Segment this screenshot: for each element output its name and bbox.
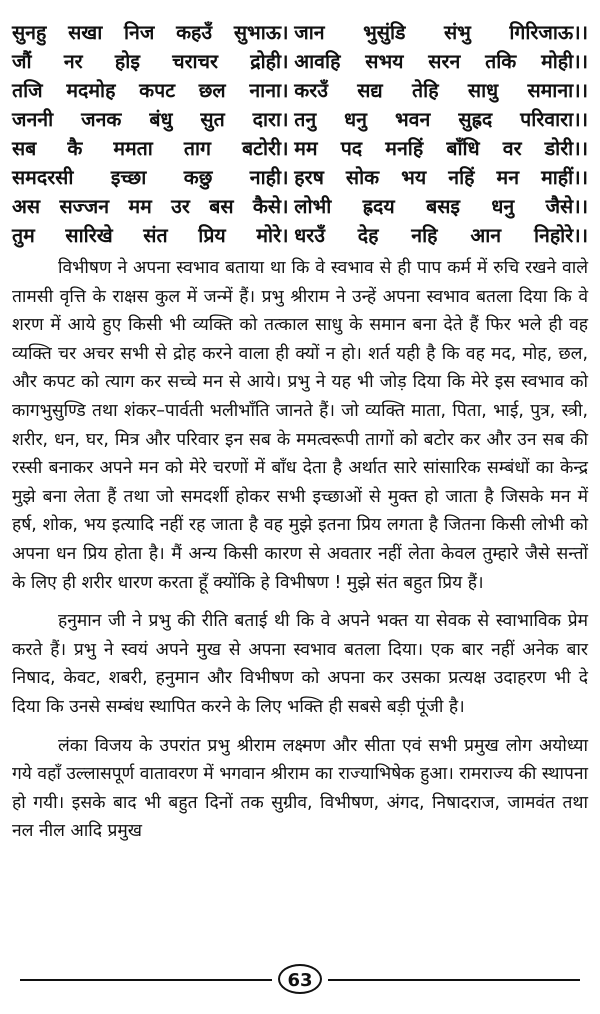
verse-half-line: सुनहु सखा निज कहउँ सुभाऊ। — [12, 21, 289, 44]
verse-half-line: अस सज्जन मम उर बस कैसे। — [12, 195, 289, 218]
verse-half-line: तजि मदमोह कपट छल नाना। — [12, 79, 289, 102]
verse-line — [12, 105, 588, 134]
verse-block — [12, 18, 588, 250]
verse-half-line: जान भुसुंडि संभु गिरिजाऊ।। — [294, 21, 588, 44]
verse-half-line: धरउँ देह नहि आन निहोरे।। — [294, 224, 588, 247]
verse-half-line: लोभी ह्रदय बसइ धनु जैसे।। — [294, 195, 588, 218]
verse-line — [12, 163, 588, 192]
verse-half-line: समदरसी इच्छा कछु नाही। — [12, 166, 289, 189]
page-footer — [12, 964, 588, 998]
commentary-text — [12, 254, 588, 846]
paragraph: विभीषण ने अपना स्वभाव बताया था कि वे स्वभाव से ही पाप कर्म में रुचि रखने वाले तामसी वृत्ति के राक्षस कुल में जन्में हैं। प्रभु श्रीराम ने उन्हें अपना स्वभाव बतला दिया कि वे शरण में आये हुए किसी भी व्यक्ति को तत्काल साधु के समान बना देते हैं फिर भले ही वह व्यक्ति चर अचर सभी से द्रोह करने वाला ही क्यों न हो। शर्त यही है कि वह मद, मोह, छल, और कपट को त्याग कर सच्चे मन से आये। प्रभु ने यह भी जोड़ दिया कि मेरे इस स्वभाव को कागभुसुण्डि तथा शंकर–पार्वती भलीभाँति जानते हैं। जो व्यक्ति माता, पिता, भाई, पुत्र, स्त्री, शरीर, धन, घर, मित्र और परिवार इन सब के ममत्वरूपी तागों को बटोर कर और उन सब की रस्सी बनाकर अपने मन को मेरे चरणों में बाँध देता है अर्थात सारे सांसारिक सम्बंधों का केन्द्र मुझे बना लेता हैं तथा जो समदर्शी होकर सभी इच्छाओं से मुक्त हो जाता है जिसके मन में हर्ष, शोक, भय इत्यादि नहीं रह जाता है वह मुझे इतना प्रिय लगता है जितना किसी लोभी को अपना धन प्रिय होता है। मैं अन्य किसी कारण से अवतार नहीं लेता केवल तुम्हारे जैसे सन्तों के लिए ही शरीर धारण करता हूँ क्योंकि हे विभीषण ! मुझे संत बहुत प्रिय हैं। — [12, 258, 588, 593]
verse-half-line: सब कै ममता ताग बटोरी। — [12, 137, 289, 160]
verse-half-line: तुम सारिखे संत प्रिय मोरे। — [12, 224, 289, 247]
verse-line — [12, 192, 588, 221]
paragraph: लंका विजय के उपरांत प्रभु श्रीराम लक्ष्मण और सीता एवं सभी प्रमुख लोग अयोध्या गये वहाँ उल्लासपूर्ण वातावरण में भगवान श्रीराम का राज्याभिषेक हुआ। रामराज्य की स्थापना हो गयी। इसके बाद भी बहुत दिनों तक सुग्रीव, विभीषण, अंगद, निषादराज, जामवंत तथा नल नील आदि प्रमुख — [12, 735, 588, 842]
verse-line — [12, 76, 588, 105]
verse-half-line: मम पद मनहिं बाँधि वर डोरी।। — [294, 137, 588, 160]
verse-half-line: आवहि सभय सरन तकि मोही।। — [294, 50, 588, 73]
verse-half-line: तनु धनु भवन सुह्रद परिवारा।। — [294, 108, 588, 131]
footer-rule — [328, 979, 580, 981]
verse-line — [12, 47, 588, 76]
paragraph: हनुमान जी ने प्रभु की रीति बताई थी कि वे अपने भक्त या सेवक से स्वाभाविक प्रेम करते हैं। प्रभु ने स्वयं अपने मुख से अपना स्वभाव बतला दिया। एक बार नहीं अनेक बार निषाद, केवट, शबरी, हनुमान और विभीषण को अपना कर उसका प्रत्यक्ष उदाहरण भी दे दिया कि उनसे सम्बंध स्थापित करने के लिए भक्ति ही सबसे बड़ी पूंजी है। — [12, 611, 588, 717]
verse-half-line: जननी जनक बंधु सुत दारा। — [12, 108, 289, 131]
verse-half-line: करउँ सद्य तेहि साधु समाना।। — [294, 79, 588, 102]
page-number: 63 — [278, 964, 322, 994]
footer-rule — [20, 979, 272, 981]
verse-half-line: जौं नर होइ चराचर द्रोही। — [12, 50, 289, 73]
verse-line — [12, 221, 588, 250]
verse-half-line: हरष सोक भय नहिं मन माहीं।। — [294, 166, 588, 189]
verse-line — [12, 18, 588, 47]
verse-line — [12, 134, 588, 163]
